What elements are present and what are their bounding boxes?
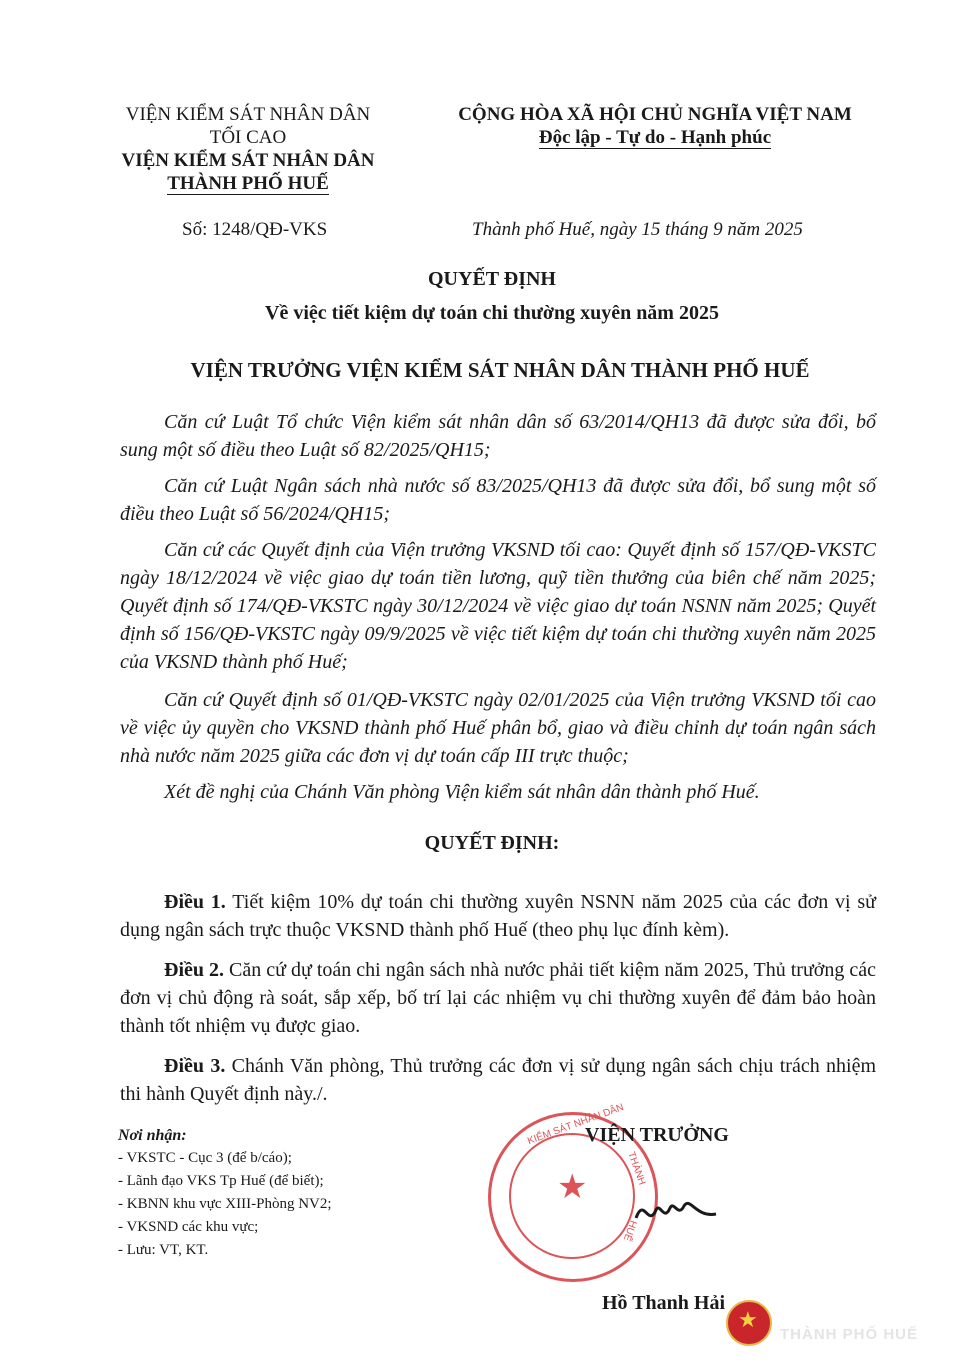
article-2-text: Căn cứ dự toán chi ngân sách nhà nước phải tiết kiệm năm 2025, Thủ trưởng các đơn vị chủ động rà soát, sắp xếp, bố trí lại các nhiệm vụ chi thường xuyên để đảm bảo hoàn thành tốt nhiệm vụ được giao. xyxy=(120,959,876,1037)
national-motto-block xyxy=(440,103,870,149)
seal-text-bottom: HUẾ xyxy=(620,1218,639,1243)
preamble-3-text: Căn cứ các Quyết định của Viện trưởng VKSND tối cao: Quyết định số 157/QĐ-VKSTC ngày 18/12/2024 về việc giao dự toán tiền lương, quỹ tiền thưởng của biên chế năm 2025; Quyết định số 174/QĐ-VKSTC ngày 30/12/2024 về việc giao dự toán NSNN năm 2025; Quyết định số 156/QĐ-VKSTC ngày 09/9/2025 về việc tiết kiệm dự toán chi thường xuyên năm 2025 của VKSND thành phố Huế; xyxy=(120,539,876,673)
article-3-text: Chánh Văn phòng, Thủ trưởng các đơn vị sử dụng ngân sách chịu trách nhiệm thi hành Quyết định này./. xyxy=(120,1055,877,1105)
article-1-label: Điều 1. xyxy=(164,891,226,913)
recipients-title: Nơi nhận: xyxy=(118,1127,187,1144)
recipient-item: - Lãnh đạo VKS Tp Huế (để biết); xyxy=(118,1173,324,1189)
signer-position: VIỆN TRƯỞNG xyxy=(585,1124,729,1146)
article-2 xyxy=(120,956,876,1040)
document-title: QUYẾT ĐỊNH xyxy=(428,268,556,290)
national-emblem-icon xyxy=(726,1300,772,1346)
agency-parent-line2: TỐI CAO xyxy=(209,127,287,148)
preamble-2-text: Căn cứ Luật Ngân sách nhà nước số 83/2025/QH13 đã được sửa đổi, bổ sung một số điều theo Luật số 56/2024/QH15; xyxy=(120,475,876,525)
agency-name-line1: VIỆN KIỂM SÁT NHÂN DÂN xyxy=(121,150,375,171)
emblem-star-icon: ★ xyxy=(738,1307,758,1332)
agency-block xyxy=(100,103,396,195)
document-subject: Về việc tiết kiệm dự toán chi thường xuyên năm 2025 xyxy=(265,302,719,324)
article-1-text: Tiết kiệm 10% dự toán chi thường xuyên NSNN năm 2025 của các đơn vị sử dụng ngân sách trực thuộc VKSND thành phố Huế (theo phụ lục đính kèm). xyxy=(120,891,876,941)
article-1 xyxy=(120,888,876,944)
seal-text-top: KIỂM SÁT NHÂN DÂN xyxy=(526,1101,626,1148)
motto-text: Độc lập - Tự do - Hạnh phúc xyxy=(538,127,772,148)
seal-text-right: THÀNH xyxy=(625,1150,648,1187)
recipient-item: - VKSND các khu vực; xyxy=(118,1219,259,1235)
signer-name: Hồ Thanh Hải xyxy=(602,1292,726,1314)
preamble-4 xyxy=(120,686,876,770)
agency-parent-line1: VIỆN KIỂM SÁT NHÂN DÂN xyxy=(125,104,371,125)
decision-heading: QUYẾT ĐỊNH: xyxy=(424,832,560,854)
watermark-text: THÀNH PHỐ HUẾ xyxy=(780,1326,919,1343)
recipient-item: - Lưu: VT, KT. xyxy=(118,1242,209,1258)
document-number: Số: 1248/QĐ-VKS xyxy=(182,219,328,240)
agency-name-line2 xyxy=(100,172,396,195)
document-date: Thành phố Huế, ngày 15 tháng 9 năm 2025 xyxy=(472,219,803,240)
preamble-5-text: Xét đề nghị của Chánh Văn phòng Viện kiểm sát nhân dân thành phố Huế. xyxy=(164,781,760,803)
agency-name-text: THÀNH PHỐ HUẾ xyxy=(167,173,329,194)
recipients-block xyxy=(118,1124,438,1262)
recipient-item: - VKSTC - Cục 3 (để b/cáo); xyxy=(118,1150,292,1166)
seal-inner-ring xyxy=(509,1133,635,1259)
article-3 xyxy=(120,1052,876,1108)
seal-star-icon: ★ xyxy=(557,1169,588,1206)
preamble-3 xyxy=(120,536,876,676)
article-2-label: Điều 2. xyxy=(164,959,225,981)
motto xyxy=(440,126,870,149)
preamble-4-text: Căn cứ Quyết định số 01/QĐ-VKSTC ngày 02/01/2025 của Viện trưởng VKSND tối cao về việc ủy quyền cho VKSND thành phố Huế phân bổ, giao và điều chỉnh dự toán ngân sách nhà nước năm 2025 giữa các đơn vị dự toán cấp III trực thuộc; xyxy=(120,689,876,767)
preamble-5 xyxy=(120,778,876,806)
recipient-item: - KBNN khu vực XIII-Phòng NV2; xyxy=(118,1196,332,1212)
preamble-1-text: Căn cứ Luật Tổ chức Viện kiểm sát nhân dân số 63/2014/QH13 đã được sửa đổi, bổ sung một số điều theo Luật số 82/2025/QH15; xyxy=(120,411,876,461)
preamble-2 xyxy=(120,472,876,528)
issuing-authority: VIỆN TRƯỞNG VIỆN KIỂM SÁT NHÂN DÂN THÀNH PHỐ HUẾ xyxy=(190,358,810,382)
preamble-1 xyxy=(120,408,876,464)
country-name: CỘNG HÒA XÃ HỘI CHỦ NGHĨA VIỆT NAM xyxy=(458,104,852,125)
handwritten-signature xyxy=(630,1188,720,1238)
article-3-label: Điều 3. xyxy=(164,1055,226,1077)
